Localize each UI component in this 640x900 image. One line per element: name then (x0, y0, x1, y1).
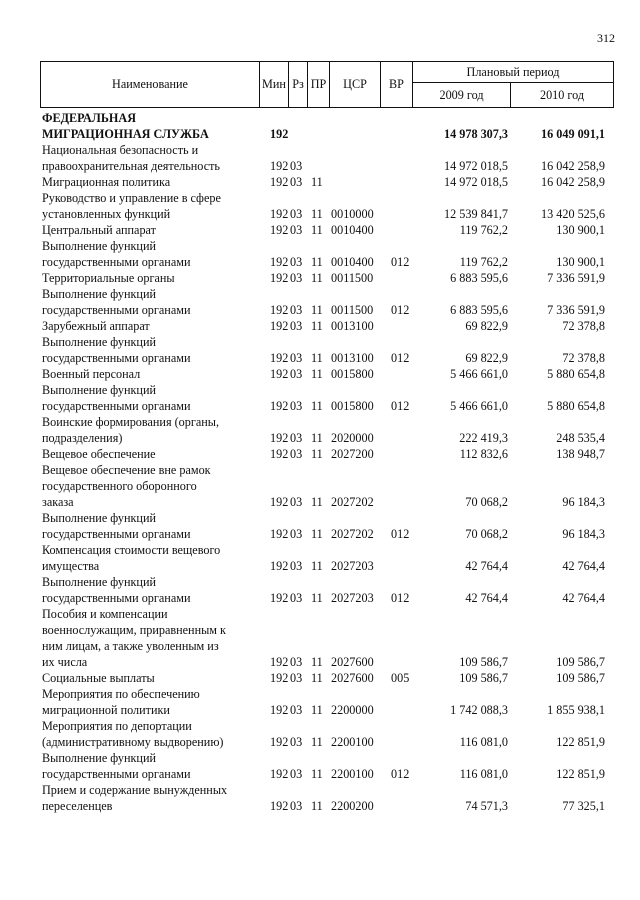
row-rz: 03 (290, 559, 303, 573)
row-rz: 03 (290, 703, 303, 717)
row-name (42, 462, 262, 510)
table-row (0, 318, 640, 334)
table-body (0, 110, 640, 814)
table-row (0, 366, 640, 382)
row-value-2010: 42 764,4 (562, 559, 605, 573)
row-min: 192 (270, 159, 289, 173)
row-min: 192 (270, 767, 289, 781)
row-rz: 03 (290, 175, 303, 189)
row-pr: 11 (311, 447, 323, 461)
row-rz: 03 (290, 799, 303, 813)
row-name (42, 366, 262, 382)
row-pr: 11 (311, 207, 323, 221)
row-name-line: Территориальные органы (42, 271, 175, 285)
row-csr: 2027202 (331, 527, 374, 541)
page-number: 312 (597, 31, 615, 45)
row-pr: 11 (311, 255, 323, 269)
row-csr: 0010400 (331, 255, 374, 269)
row-min: 192 (270, 527, 289, 541)
row-value-2010: 5 880 654,8 (547, 367, 605, 381)
row-rz: 03 (290, 319, 303, 333)
row-value-2010: 96 184,3 (562, 495, 605, 509)
row-pr: 11 (311, 671, 323, 685)
row-csr: 2200000 (331, 703, 374, 717)
row-pr: 11 (311, 303, 323, 317)
row-rz: 03 (290, 303, 303, 317)
row-rz: 03 (290, 671, 303, 685)
row-name-line: Выполнение функций (42, 239, 156, 253)
row-rz: 03 (290, 591, 303, 605)
row-value-2009: 112 832,6 (459, 447, 508, 461)
row-value-2009: 116 081,0 (459, 735, 508, 749)
header-csr: ЦСР (343, 77, 367, 91)
row-value-2009: 69 822,9 (465, 351, 508, 365)
row-pr: 11 (311, 175, 323, 189)
row-min: 192 (270, 447, 289, 461)
row-name (42, 142, 262, 174)
row-name-line: Миграционная политика (42, 175, 171, 189)
row-value-2009: 14 972 018,5 (444, 159, 508, 173)
row-csr: 0015800 (331, 399, 374, 413)
row-rz: 03 (290, 447, 303, 461)
row-vr: 012 (391, 399, 410, 413)
table-row (0, 782, 640, 814)
row-min: 192 (270, 591, 289, 605)
row-min: 192 (270, 495, 289, 509)
row-value-2009: 69 822,9 (465, 319, 508, 333)
row-name (42, 174, 262, 190)
row-vr: 012 (391, 767, 410, 781)
row-value-2010: 5 880 654,8 (547, 399, 605, 413)
table-header (40, 61, 614, 108)
row-vr: 012 (391, 591, 410, 605)
row-value-2009: 14 978 307,3 (444, 127, 508, 141)
row-value-2010: 16 042 258,9 (541, 159, 605, 173)
table-row (0, 286, 640, 318)
row-min: 192 (270, 255, 289, 269)
row-name-line: Выполнение функций (42, 335, 156, 349)
row-value-2010: 1 855 938,1 (547, 703, 605, 717)
row-value-2010: 7 336 591,9 (547, 271, 605, 285)
row-pr: 11 (311, 319, 323, 333)
row-value-2009: 5 466 661,0 (450, 367, 508, 381)
row-name-line: МИГРАЦИОННАЯ СЛУЖБА (42, 127, 209, 141)
table-row (0, 606, 640, 670)
row-csr: 0010400 (331, 223, 374, 237)
table-row (0, 142, 640, 174)
row-name (42, 686, 262, 718)
header-pr: ПР (310, 77, 327, 91)
row-value-2010: 109 586,7 (556, 671, 605, 685)
row-pr: 11 (311, 271, 323, 285)
row-rz: 03 (290, 767, 303, 781)
row-pr: 11 (311, 799, 323, 813)
row-vr: 012 (391, 527, 410, 541)
row-value-2010: 109 586,7 (556, 655, 605, 669)
row-value-2010: 16 042 258,9 (541, 175, 605, 189)
row-csr: 2027200 (331, 447, 374, 461)
row-name (42, 782, 262, 814)
table-row (0, 462, 640, 510)
row-name-line: Мероприятия по депортации (42, 719, 192, 733)
row-pr: 11 (311, 655, 323, 669)
row-rz: 03 (290, 527, 303, 541)
row-value-2010: 16 049 091,1 (541, 127, 605, 141)
row-min: 192 (270, 735, 289, 749)
table-row (0, 334, 640, 366)
row-value-2010: 138 948,7 (556, 447, 605, 461)
header-rz: Рз (292, 77, 304, 91)
row-csr: 2027202 (331, 495, 374, 509)
row-rz: 03 (290, 431, 303, 445)
row-pr: 11 (311, 767, 323, 781)
row-csr: 0013100 (331, 351, 374, 365)
row-value-2010: 122 851,9 (556, 735, 605, 749)
row-name-line: Выполнение функций (42, 383, 156, 397)
row-name (42, 750, 262, 782)
row-value-2009: 70 068,2 (465, 495, 508, 509)
table-row (0, 382, 640, 414)
row-name-line: государственными органами (42, 399, 191, 413)
row-name-line: заказа (42, 495, 74, 509)
row-name-line: государственными органами (42, 767, 191, 781)
row-value-2010: 248 535,4 (556, 431, 605, 445)
row-value-2010: 7 336 591,9 (547, 303, 605, 317)
row-value-2009: 14 972 018,5 (444, 175, 508, 189)
row-name-line: Социальные выплаты (42, 671, 155, 685)
row-min: 192 (270, 271, 289, 285)
row-min: 192 (270, 431, 289, 445)
row-value-2009: 5 466 661,0 (450, 399, 508, 413)
row-csr: 0011500 (331, 303, 374, 317)
row-csr: 2200100 (331, 735, 374, 749)
row-name-line: переселенцев (42, 799, 113, 813)
row-min: 192 (270, 671, 289, 685)
row-min: 192 (270, 175, 289, 189)
row-name (42, 446, 262, 462)
row-rz: 03 (290, 367, 303, 381)
row-rz: 03 (290, 399, 303, 413)
row-name (42, 510, 262, 542)
table-row (0, 238, 640, 270)
row-min: 192 (270, 351, 289, 365)
row-name-line: государственными органами (42, 303, 191, 317)
row-pr: 11 (311, 351, 323, 365)
row-name-line: их числа (42, 655, 88, 669)
row-name-line: Военный персонал (42, 367, 141, 381)
row-name (42, 542, 262, 574)
row-value-2009: 12 539 841,7 (444, 207, 508, 221)
table-row (0, 542, 640, 574)
row-name (42, 238, 262, 270)
row-name (42, 110, 262, 142)
table-row (0, 222, 640, 238)
row-name (42, 270, 262, 286)
row-name-line: ФЕДЕРАЛЬНАЯ (42, 111, 137, 125)
row-min: 192 (270, 703, 289, 717)
header-min: Мин (262, 77, 286, 91)
table-row (0, 270, 640, 286)
row-value-2009: 222 419,3 (459, 431, 508, 445)
row-name (42, 334, 262, 366)
row-name (42, 574, 262, 606)
row-min: 192 (270, 655, 289, 669)
row-name-line: подразделения) (42, 431, 123, 445)
row-name-line: государственными органами (42, 255, 191, 269)
row-name-line: Прием и содержание вынужденных (42, 783, 228, 797)
row-value-2009: 74 571,3 (465, 799, 508, 813)
row-pr: 11 (311, 591, 323, 605)
table-row (0, 686, 640, 718)
header-name: Наименование (112, 77, 188, 91)
row-name-line: Выполнение функций (42, 575, 156, 589)
row-pr: 11 (311, 431, 323, 445)
table-row (0, 190, 640, 222)
row-name-line: имущества (42, 559, 100, 573)
row-name-line: Пособия и компенсации (42, 607, 168, 621)
row-name (42, 414, 262, 446)
row-name-line: установленных функций (42, 207, 171, 221)
row-value-2009: 109 586,7 (459, 655, 508, 669)
row-vr: 012 (391, 255, 410, 269)
header-period: Плановый период (466, 64, 560, 79)
row-value-2010: 72 378,8 (562, 319, 605, 333)
row-name (42, 318, 262, 334)
row-value-2010: 13 420 525,6 (541, 207, 605, 221)
row-csr: 2027600 (331, 671, 374, 685)
row-name-line: государственными органами (42, 351, 191, 365)
row-name (42, 670, 262, 686)
row-name-line: Компенсация стоимости вещевого (42, 543, 221, 557)
row-min: 192 (270, 303, 289, 317)
row-csr: 2027600 (331, 655, 374, 669)
row-csr: 2027203 (331, 591, 374, 605)
row-name-line: ним лицам, а также уволенным из (42, 639, 219, 653)
row-name-line: Мероприятия по обеспечению (42, 687, 200, 701)
table-row (0, 750, 640, 782)
row-rz: 03 (290, 495, 303, 509)
row-pr: 11 (311, 703, 323, 717)
row-pr: 11 (311, 559, 323, 573)
row-name (42, 286, 262, 318)
row-name-line: Выполнение функций (42, 511, 156, 525)
row-min: 192 (270, 207, 289, 221)
row-value-2010: 77 325,1 (562, 799, 605, 813)
row-value-2009: 42 764,4 (465, 559, 508, 573)
table-row (0, 414, 640, 446)
row-rz: 03 (290, 655, 303, 669)
row-pr: 11 (311, 495, 323, 509)
row-csr: 0011500 (331, 271, 374, 285)
table-row (0, 718, 640, 750)
header-year-2009: 2009 год (439, 87, 484, 102)
row-value-2010: 96 184,3 (562, 527, 605, 541)
row-value-2010: 122 851,9 (556, 767, 605, 781)
row-csr: 0015800 (331, 367, 374, 381)
row-min: 192 (270, 319, 289, 333)
row-vr: 005 (391, 671, 410, 685)
row-value-2009: 6 883 595,6 (450, 303, 508, 317)
row-pr: 11 (311, 223, 323, 237)
row-value-2009: 119 762,2 (459, 255, 508, 269)
row-name-line: правоохранительная деятельность (42, 159, 220, 173)
row-min: 192 (270, 127, 289, 141)
row-name (42, 222, 262, 238)
row-name-line: государственными органами (42, 591, 191, 605)
header-year-2010: 2010 год (539, 87, 585, 102)
table-row (0, 110, 640, 142)
row-pr: 11 (311, 527, 323, 541)
table-row (0, 670, 640, 686)
row-csr: 2027203 (331, 559, 374, 573)
row-name-line: военнослужащим, приравненным к (42, 623, 226, 637)
row-rz: 03 (290, 351, 303, 365)
row-pr: 11 (311, 367, 323, 381)
row-min: 192 (270, 799, 289, 813)
row-name-line: Вещевое обеспечение вне рамок (42, 463, 211, 477)
row-name-line: Воинские формирования (органы, (42, 415, 220, 429)
row-name-line: (административному выдворению) (42, 735, 224, 749)
row-csr: 2200200 (331, 799, 374, 813)
row-value-2009: 109 586,7 (459, 671, 508, 685)
row-rz: 03 (290, 159, 303, 173)
row-name-line: государственного оборонного (42, 479, 197, 493)
row-rz: 03 (290, 735, 303, 749)
row-name-line: Центральный аппарат (42, 223, 156, 237)
row-vr: 012 (391, 303, 410, 317)
row-name-line: Выполнение функций (42, 287, 156, 301)
row-name (42, 606, 262, 670)
row-value-2009: 1 742 088,3 (450, 703, 508, 717)
row-name (42, 382, 262, 414)
row-name (42, 718, 262, 750)
table-row (0, 446, 640, 462)
row-csr: 2020000 (331, 431, 374, 445)
row-csr: 0010000 (331, 207, 374, 221)
row-value-2009: 6 883 595,6 (450, 271, 508, 285)
row-min: 192 (270, 559, 289, 573)
row-min: 192 (270, 399, 289, 413)
row-min: 192 (270, 367, 289, 381)
row-value-2010: 72 378,8 (562, 351, 605, 365)
row-pr: 11 (311, 735, 323, 749)
row-value-2010: 130 900,1 (556, 223, 605, 237)
row-name-line: Вещевое обеспечение (42, 447, 156, 461)
row-min: 192 (270, 223, 289, 237)
row-value-2009: 119 762,2 (459, 223, 508, 237)
row-csr: 2200100 (331, 767, 374, 781)
row-rz: 03 (290, 207, 303, 221)
row-rz: 03 (290, 223, 303, 237)
row-name (42, 190, 262, 222)
row-name-line: Национальная безопасность и (42, 143, 199, 157)
row-name-line: государственными органами (42, 527, 191, 541)
table-row (0, 574, 640, 606)
row-value-2009: 116 081,0 (459, 767, 508, 781)
row-csr: 0013100 (331, 319, 374, 333)
header-vr: ВР (389, 77, 404, 91)
row-name-line: Зарубежный аппарат (42, 319, 150, 333)
row-name-line: миграционной политики (42, 703, 170, 717)
row-name-line: Выполнение функций (42, 751, 156, 765)
row-vr: 012 (391, 351, 410, 365)
row-value-2010: 42 764,4 (562, 591, 605, 605)
row-value-2009: 42 764,4 (465, 591, 508, 605)
table-row (0, 510, 640, 542)
row-name-line: Руководство и управление в сфере (42, 191, 221, 205)
row-rz: 03 (290, 271, 303, 285)
row-rz: 03 (290, 255, 303, 269)
row-value-2009: 70 068,2 (465, 527, 508, 541)
row-pr: 11 (311, 399, 323, 413)
table-row (0, 174, 640, 190)
row-value-2010: 130 900,1 (556, 255, 605, 269)
